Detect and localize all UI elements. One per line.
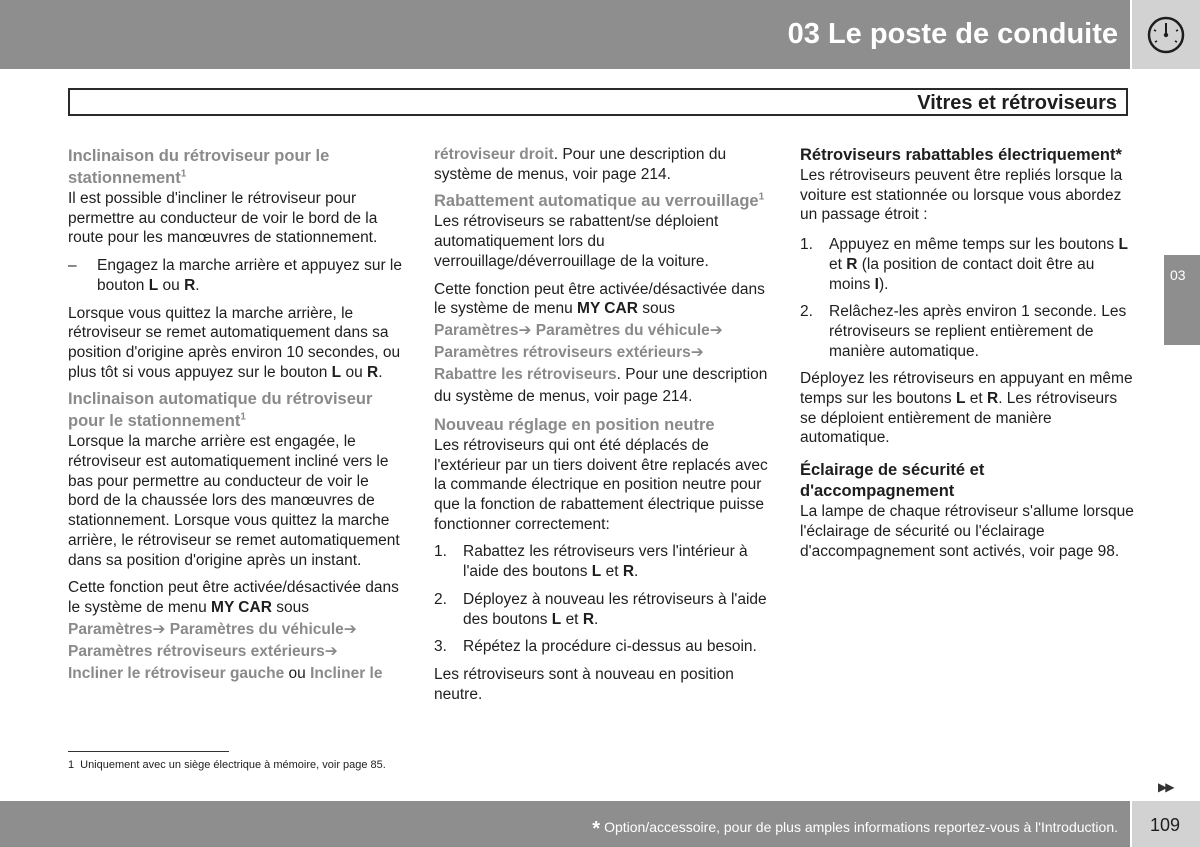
- step-item: 1. Appuyez en même temps sur les boutons L et R (la position de contact doit être au moins I).: [800, 236, 1128, 293]
- footnote: 1 Uniquement avec un siège électrique à mémoire, voir page 85.: [68, 759, 386, 771]
- page-number-box: [1132, 801, 1200, 847]
- chapter-side-tab-label: 03: [1170, 267, 1186, 283]
- paragraph: La lampe de chaque rétroviseur s'allume lorsque l'éclairage de sécurité ou l'éclairage d'accompagnement sont activés, voir page 98.: [800, 503, 1134, 560]
- section-title: Vitres et rétroviseurs: [917, 92, 1117, 114]
- menu-path: Paramètres➔ Paramètres du véhicule➔ Paramètres rétroviseurs extérieurs➔ Incliner le rétroviseur gauche ou Incliner le: [68, 620, 383, 682]
- chapter-icon-box: [1132, 0, 1200, 69]
- chapter-side-tab: [1164, 255, 1200, 345]
- paragraph: Cette fonction peut être activée/désactivée dans le système de menu MY CAR sous: [68, 579, 399, 616]
- paragraph: Les rétroviseurs peuvent être repliés lorsque la voiture est stationnée ou lorsque vous abordez un passage étroit :: [800, 167, 1123, 224]
- heading-auto-fold-lock: Rabattement automatique au verrouillage$^1$: [434, 191, 765, 211]
- paragraph: Cette fonction peut être activée/désactivée dans le système de menu MY CAR sous: [434, 280, 765, 318]
- section-title-box: [68, 88, 1128, 116]
- step-item: 3. Répétez la procédure ci-dessus au besoin.: [434, 638, 757, 656]
- step-item: 1. Rabattez les rétroviseurs vers l'intérieur à l'aide des boutons L et R.: [434, 543, 748, 581]
- step-item: 2. Relâchez-les après environ 1 seconde. Les rétroviseurs se replient entièrement de manière automatique.: [800, 303, 1127, 360]
- heading-electric-folding: Rétroviseurs rabattables électriquement*: [800, 146, 1122, 164]
- step-item: 2. Déployez à nouveau les rétroviseurs à l'aide des boutons L et R.: [434, 590, 767, 628]
- footnote-rule: [68, 751, 229, 752]
- heading-auto-tilt-parking: Inclinaison automatique du rétroviseur pour le stationnement$^1$: [68, 390, 373, 431]
- chapter-title: 03 Le poste de conduite: [787, 18, 1118, 50]
- dash-list-item: – Engagez la marche arrière et appuyez sur le bouton L ou R.: [68, 257, 402, 294]
- heading-tilt-parking: Inclinaison du rétroviseur pour le stationnement$^1$: [68, 147, 330, 187]
- heading-safety-lighting: Éclairage de sécurité et d'accompagnement: [800, 461, 985, 501]
- column-2: [434, 145, 770, 704]
- speedometer-icon: [1146, 15, 1186, 55]
- column-1: [68, 145, 403, 685]
- paragraph: Lorsque la marche arrière est engagée, le rétroviseur est automatiquement incliné vers le bas pour permettre au conducteur de voir le bord de la chaussée lors des manœuvres de stationnement. Lorsque vous quittez la marche arrière, le rétroviseur se remet automatiquement dans sa position d'origine après un instant.: [68, 433, 400, 569]
- heading-neutral-reset: Nouveau réglage en position neutre: [434, 415, 715, 434]
- menu-path: Paramètres➔ Paramètres du véhicule➔ Paramètres rétroviseurs extérieurs➔ Rabattre les rétroviseurs. Pour une description du système de menus, voir page 214.: [434, 321, 768, 405]
- page-number: 109: [1150, 815, 1181, 835]
- paragraph: Il est possible d'incliner le rétroviseur pour permettre au conducteur de voir le bord de la route pour les manœuvres de stationnement.: [68, 190, 378, 247]
- paragraph: Lorsque vous quittez la marche arrière, le rétroviseur se remet automatiquement dans sa position d'origine après environ 10 secondes, ou plus tôt si vous appuyez sur le bouton L ou R.: [68, 304, 401, 381]
- paragraph: rétroviseur droit. Pour une description du système de menus, voir page 214.: [434, 146, 727, 183]
- column-3: [800, 145, 1135, 561]
- paragraph: Les rétroviseurs se rabattent/se déploient automatiquement lors du verrouillage/déverrouillage de la voiture.: [434, 213, 719, 270]
- paragraph: Les rétroviseurs qui ont été déplacés de l'extérieur par un tiers doivent être replacés avec la commande électrique en position neutre pour que la fonction de rabattement électrique puisse fonctionner correctement:: [434, 436, 768, 533]
- paragraph: Les rétroviseurs sont à nouveau en position neutre.: [434, 665, 734, 703]
- paragraph: Déployez les rétroviseurs en appuyant en même temps sur les boutons L et R. Les rétroviseurs se déploient entièrement de manière automatique.: [800, 370, 1133, 447]
- continue-arrow-icon: ▶▶: [1158, 780, 1173, 794]
- footer-note: * Option/accessoire, pour de plus amples informations reportez-vous à l'Introduction.: [592, 818, 1118, 840]
